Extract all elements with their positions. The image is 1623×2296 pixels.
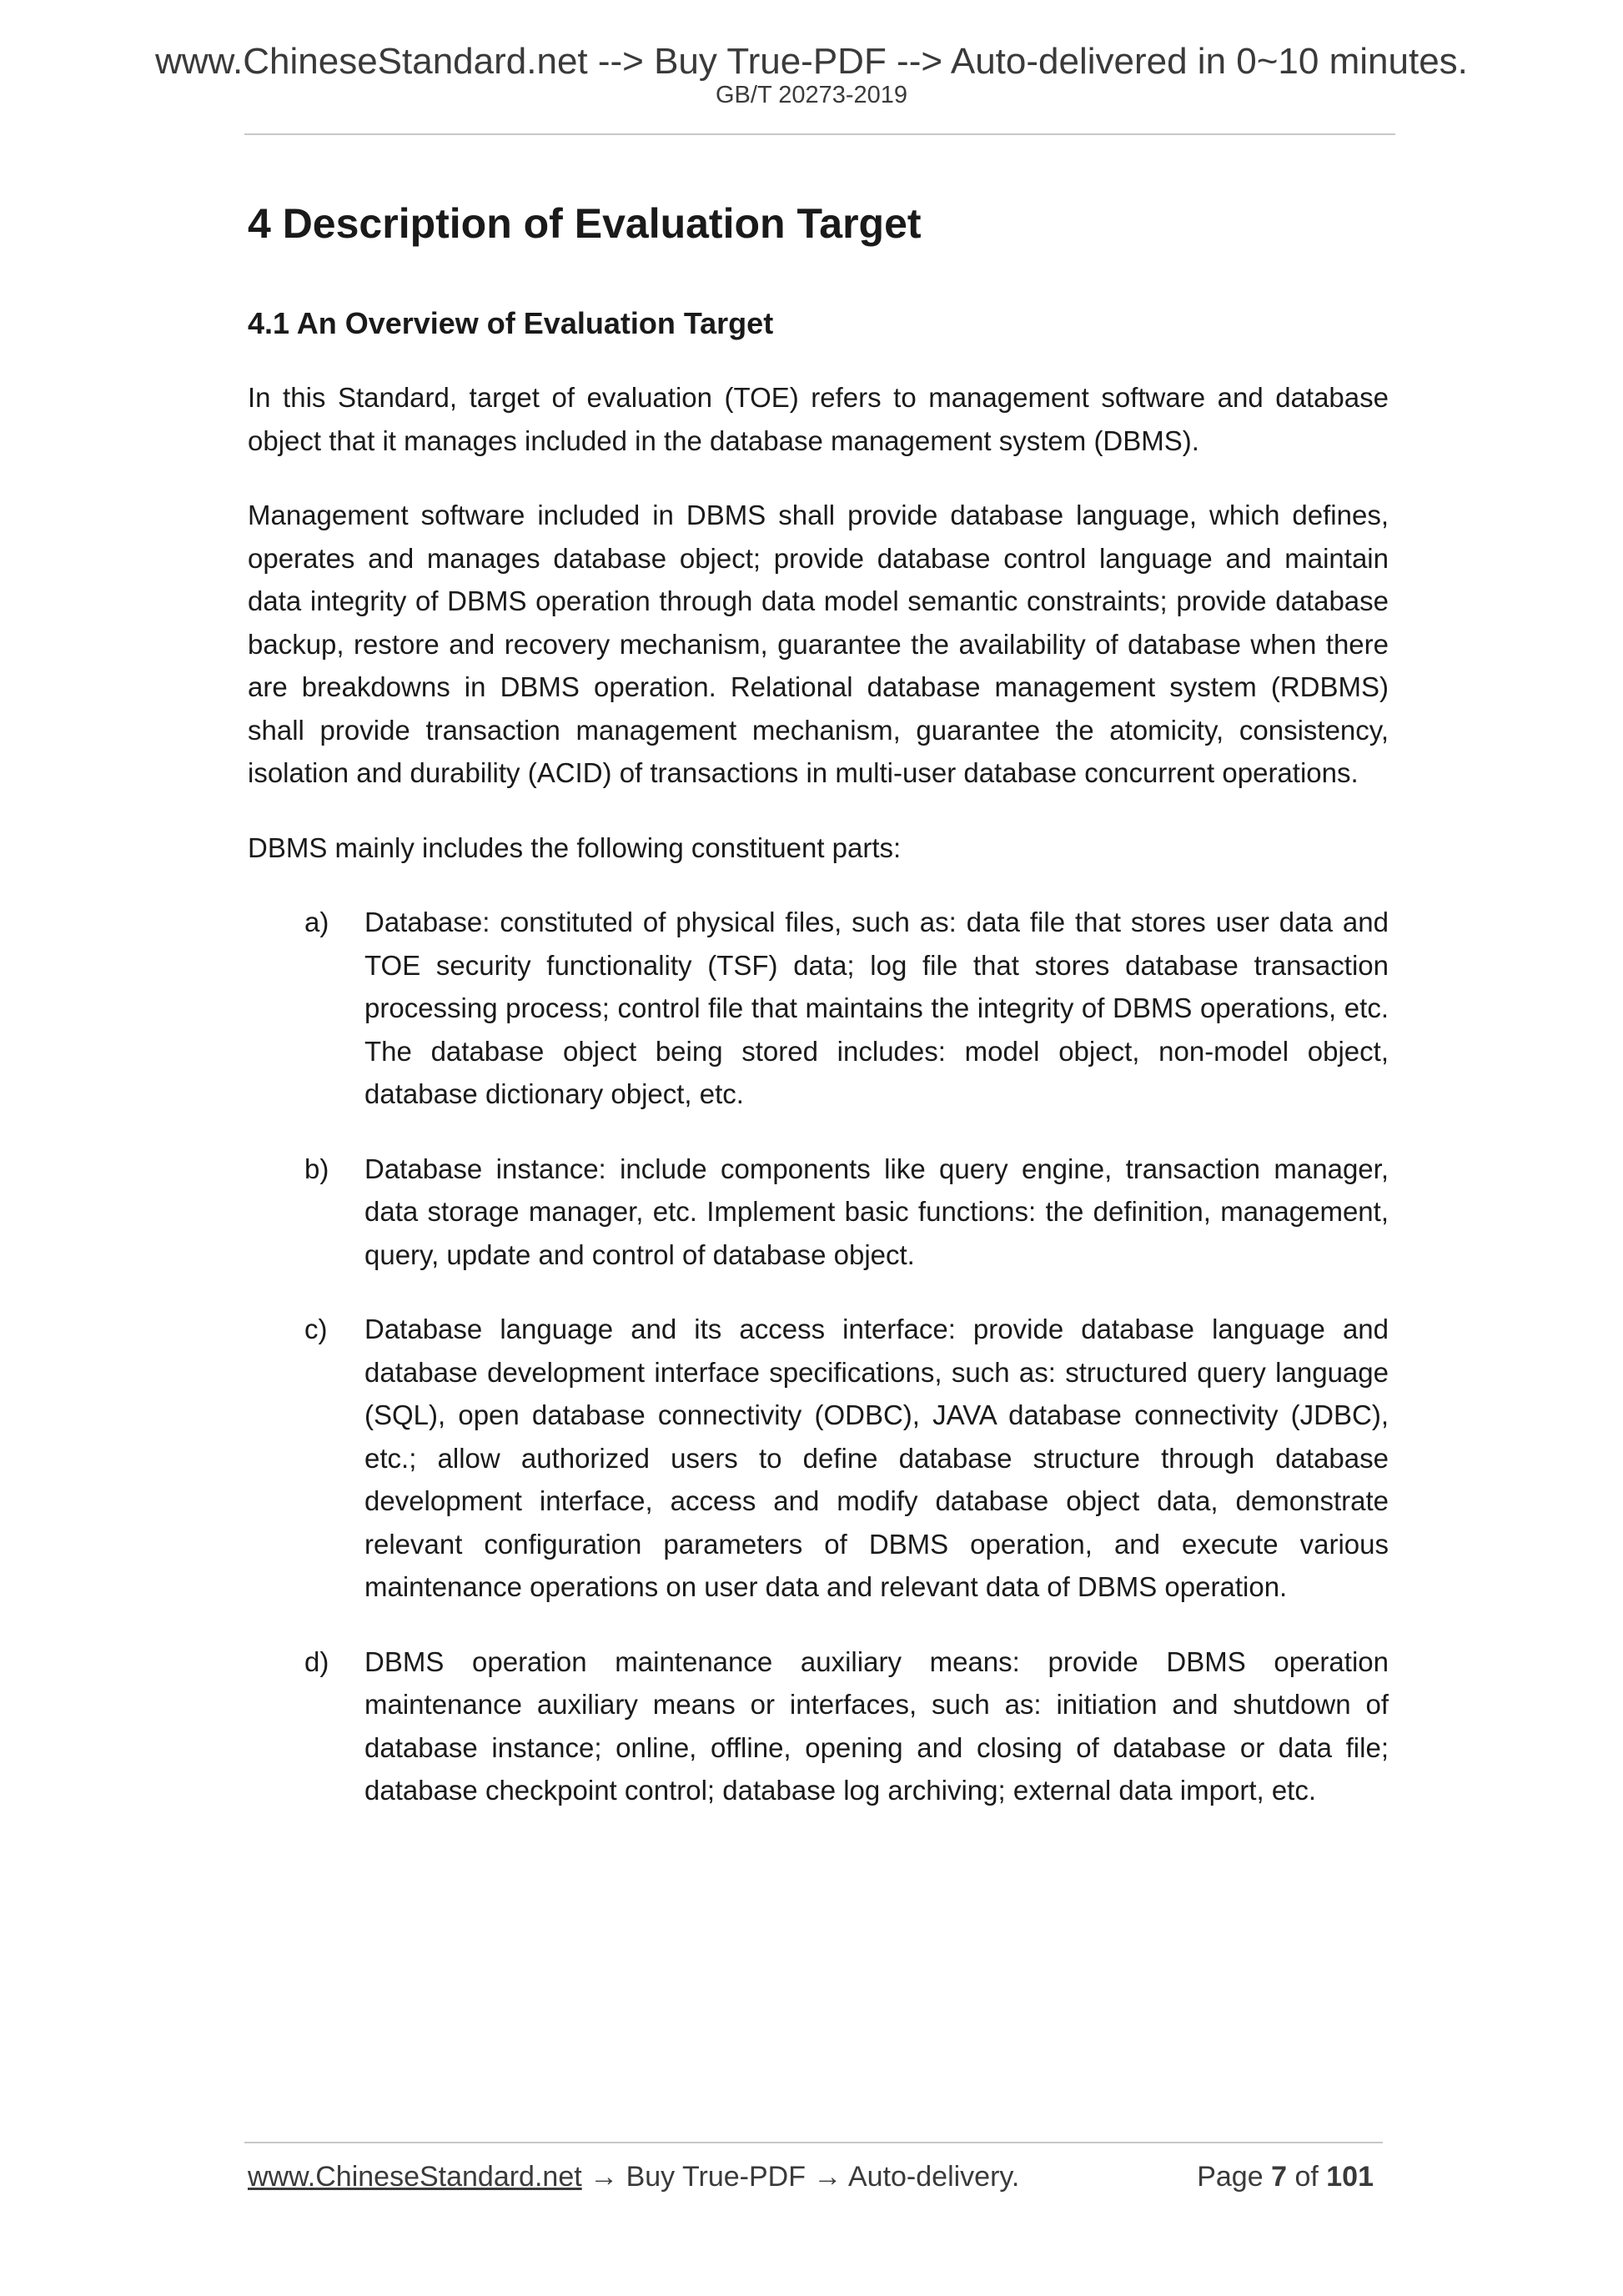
list-item xyxy=(248,1148,1389,1277)
page-content xyxy=(248,198,1389,1844)
list-item-text: Database instance: include components like query engine, transaction manager, data storage manager, etc. Implement basic functions: the definition, management, query, update and control of database object. xyxy=(364,1153,1389,1270)
list-item xyxy=(248,1308,1389,1609)
list-item-text: Database language and its access interface: provide database language and database development interface specifications, such as: structured query language (SQL), open database connectivity (ODBC), JAVA database connectivity (JDBC), etc.; allow authorized users to define database structure through database development interface, access and modify database object data, demonstrate relevant configuration parameters of DBMS operation, and execute various maintenance operations on user data and relevant data of DBMS operation. xyxy=(364,1314,1389,1603)
paragraph-management-software: Management software included in DBMS shall provide database language, which defines, operates and manages database object; provide database control language and maintain data integrity of DBMS operation through data model semantic constraints; provide database backup, restore and recovery mechanism, guarantee the availability of database when there are breakdowns in DBMS operation. Relational database management system (RDBMS) shall provide transaction management mechanism, guarantee the atomicity, consistency, isolation and durability (ACID) of transactions in multi-user database concurrent operations. xyxy=(248,500,1389,789)
footer-divider xyxy=(244,2142,1383,2143)
of-label: of xyxy=(1294,2161,1319,2193)
footer-left xyxy=(248,2160,1019,2194)
subsection-heading: 4.1 An Overview of Evaluation Target xyxy=(248,306,774,340)
footer-tagline: → Buy True-PDF → Auto-delivery. xyxy=(581,2161,1020,2193)
section-heading: 4 Description of Evaluation Target xyxy=(248,200,922,247)
list-item-text: Database: constituted of physical files, such as: data file that stores user data and TOE security functionality (TSF) data; log file that stores database transaction processing process; control file that maintains the integrity of DBMS operations, etc. The database object being stored includes: model object, non-model object, database dictionary object, etc. xyxy=(364,907,1389,1110)
list-item-text: DBMS operation maintenance auxiliary means: provide DBMS operation maintenance auxiliary means or interfaces, such as: initiation and shutdown of database instance; online, offline, opening and closing of database or data file; database checkpoint control; database log archiving; external data import, etc. xyxy=(364,1645,1389,1806)
page-number: 7 xyxy=(1271,2161,1287,2193)
paragraph-toe-definition: In this Standard, target of evaluation (TOE) refers to management software and database object that it manages included in the database management system (DBMS). xyxy=(248,382,1389,456)
list-item xyxy=(248,1640,1389,1812)
list-marker: d) xyxy=(304,1645,329,1677)
page-label: Page xyxy=(1197,2161,1264,2193)
total-pages: 101 xyxy=(1326,2161,1374,2193)
header-divider xyxy=(244,133,1395,135)
site-banner: www.ChineseStandard.net --> Buy True-PDF --> Auto-delivered in 0~10 minutes. xyxy=(155,41,1468,82)
standard-code: GB/T 20273-2019 xyxy=(715,82,908,108)
list-marker: a) xyxy=(304,907,329,938)
list-marker: c) xyxy=(304,1314,328,1345)
paragraph-constituent-parts: DBMS mainly includes the following constituent parts: xyxy=(248,831,902,863)
page-indicator xyxy=(1197,2160,1374,2194)
list-item xyxy=(248,901,1389,1116)
list-marker: b) xyxy=(304,1153,329,1184)
website-link[interactable]: www.ChineseStandard.net xyxy=(248,2161,582,2193)
